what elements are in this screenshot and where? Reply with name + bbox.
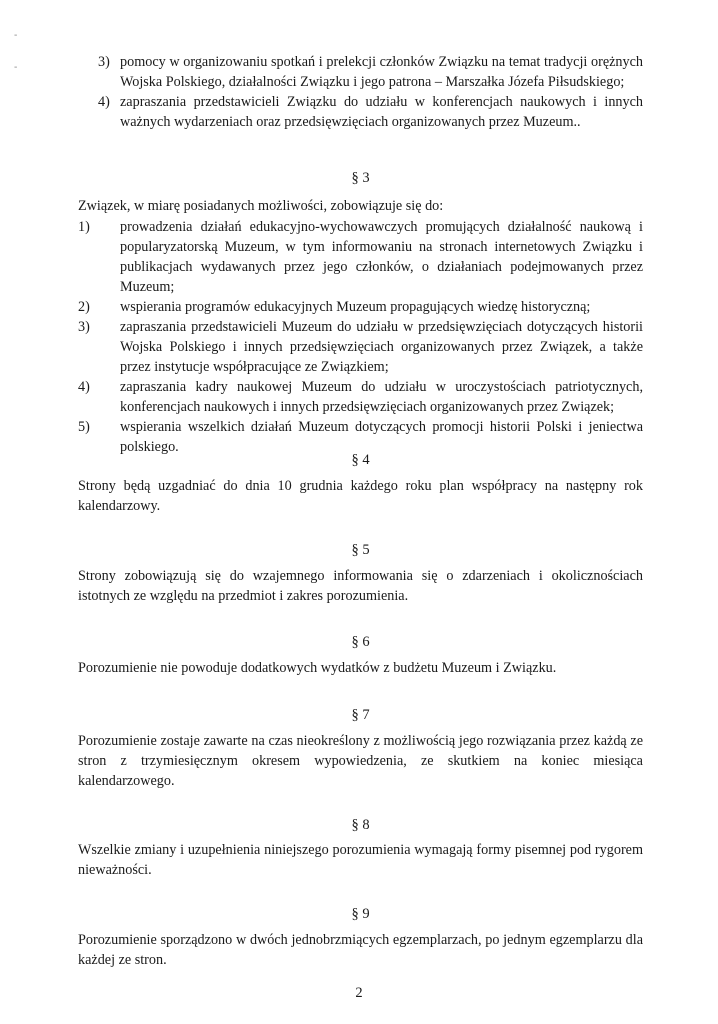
list-item-text: zapraszania przedstawicieli Związku do udziału w konferencjach naukowych i innych ważnych wydarzeniach oraz przedsięwzięciach organizowanych przez Muzeum.. — [120, 94, 643, 130]
section-4-body — [78, 476, 643, 516]
list-item-text: wspierania wszelkich działań Muzeum dotyczących promocji historii Polski i jeniectwa polskiego. — [120, 419, 643, 455]
section-8-body — [78, 840, 643, 880]
list-item — [78, 92, 643, 132]
list-item — [78, 297, 643, 317]
top-list — [78, 52, 643, 132]
list-item — [78, 377, 643, 417]
section-7-text: Porozumienie zostaje zawarte na czas nieokreślony z możliwością jego rozwiązania przez każdą ze stron z trzymiesięcznym okresem wypowiedzenia, ze skutkiem na koniec miesiąca kalendarzowego. — [78, 733, 643, 789]
section-5-text: Strony zobowiązują się do wzajemnego informowania się o zdarzeniach i okolicznościach istotnych ze względu na przedmiot i zakres porozumienia. — [78, 568, 643, 604]
list-item — [78, 317, 643, 377]
section-6-body — [78, 658, 643, 678]
list-item-number: 2) — [78, 299, 90, 315]
section-heading-3: § 3 — [351, 170, 370, 186]
section-4-text: Strony będą uzgadniać do dnia 10 grudnia każdego roku plan współpracy na następny rok kalendarzowy. — [78, 478, 643, 514]
list-item-number: 1) — [78, 219, 90, 235]
list-item-text: wspierania programów edukacyjnych Muzeum propagujących wiedzę historyczną; — [120, 299, 591, 315]
section-heading-9: § 9 — [351, 906, 370, 922]
list-item-number: 4) — [98, 94, 110, 110]
list-item-number: 3) — [78, 319, 90, 335]
list-item-number: 5) — [78, 419, 90, 435]
page-number: 2 — [355, 985, 363, 1001]
list-item-text: zapraszania kadry naukowej Muzeum do udziału w uroczystościach patriotycznych, konferencjach naukowych i innych przedsięwzięciach organizowanych przez Związek; — [120, 379, 643, 415]
section-5-body — [78, 566, 643, 606]
section-8-text: Wszelkie zmiany i uzupełnienia niniejszego porozumienia wymagają formy pisemnej pod rygorem nieważności. — [78, 842, 643, 878]
section-heading-5: § 5 — [351, 542, 370, 558]
list-item — [78, 417, 643, 457]
list-item-text: prowadzenia działań edukacyjno-wychowawczych promujących działalność naukową i popularyzatorską Muzeum, w tym informowaniu na stronach internetowych Związku i publikacjach wydawanych przez jego członków, o działaniach podejmowanych przez Muzeum; — [120, 219, 643, 295]
section-9-text: Porozumienie sporządzono w dwóch jednobrzmiących egzemplarzach, po jednym egzemplarzu dla każdej ze stron. — [78, 932, 643, 968]
list-item-number: 3) — [98, 54, 110, 70]
section-heading-4: § 4 — [351, 452, 370, 468]
section-heading-8: § 8 — [351, 817, 370, 833]
list-item — [78, 52, 643, 92]
top-list-block — [78, 52, 643, 132]
section-9-body — [78, 930, 643, 970]
list-item-number: 4) — [78, 379, 90, 395]
section-heading-6: § 6 — [351, 634, 370, 650]
list-item — [78, 217, 643, 297]
section-3-list — [78, 217, 643, 457]
section-heading-7: § 7 — [351, 707, 370, 723]
margin-mark: - — [14, 62, 18, 73]
list-item-text: pomocy w organizowaniu spotkań i prelekcji członków Związku na temat tradycji orężnych Wojska Polskiego, działalności Związku i jego patrona – Marszałka Józefa Piłsudskiego; — [120, 54, 643, 90]
section-7-body — [78, 731, 643, 791]
section-6-text: Porozumienie nie powoduje dodatkowych wydatków z budżetu Muzeum i Związku. — [78, 660, 557, 676]
section-3-intro: Związek, w miarę posiadanych możliwości, zobowiązuje się do: — [78, 198, 444, 214]
section-3-body — [78, 196, 643, 457]
margin-mark: - — [14, 30, 18, 41]
list-item-text: zapraszania przedstawicieli Muzeum do udziału w przedsięwzięciach dotyczących historii Wojska Polskiego i innych przedsięwzięciach organizowanych przez Związek, a także przez instytucje współpracujące ze Związkiem; — [120, 319, 643, 375]
